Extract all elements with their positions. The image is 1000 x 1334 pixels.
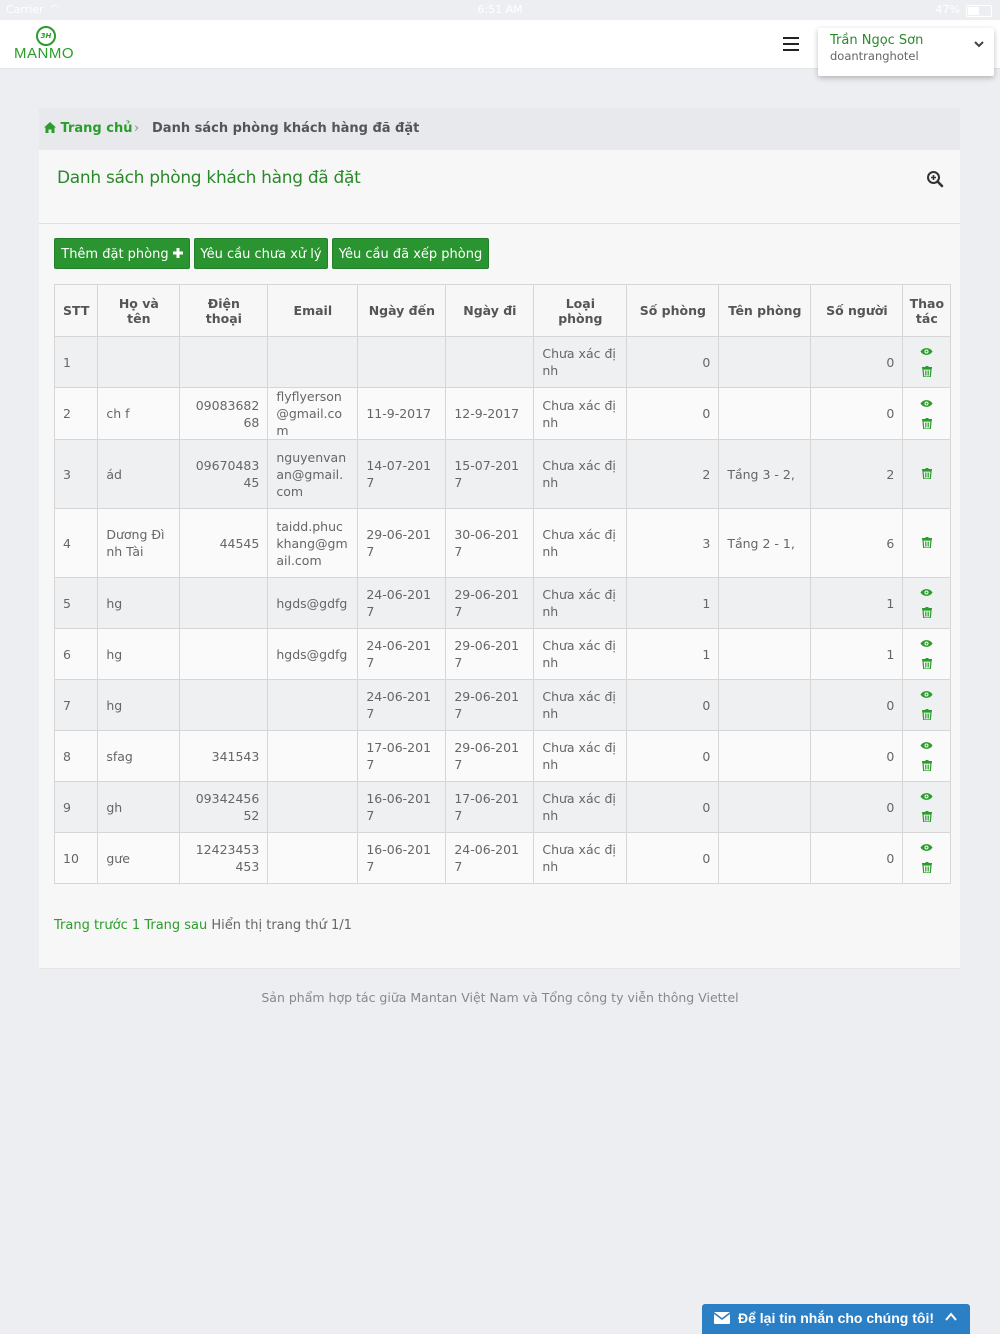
cell-email: [268, 731, 358, 782]
assigned-requests-button[interactable]: Yêu cầu đã xếp phòng: [332, 238, 489, 269]
col-header-phone[interactable]: Điện thoại: [180, 285, 268, 337]
cell-room-count: 0: [627, 833, 719, 884]
cell-room-type: Chưa xác định: [534, 578, 627, 629]
cell-email: [268, 782, 358, 833]
cell-room-count: 0: [627, 731, 719, 782]
cell-leave: 30-06-2017: [446, 509, 534, 578]
cell-actions: [903, 337, 951, 388]
cell-stt: 3: [55, 440, 98, 509]
col-header-leave[interactable]: Ngày đi: [446, 285, 534, 337]
cell-leave: 15-07-2017: [446, 440, 534, 509]
carrier-label: Carrier: [6, 3, 44, 16]
delete-icon[interactable]: [922, 364, 932, 381]
top-navbar: [0, 20, 1000, 69]
cell-room-type: Chưa xác định: [534, 731, 627, 782]
cell-room-name: [719, 578, 811, 629]
cell-room-count: 1: [627, 578, 719, 629]
home-icon: [44, 122, 56, 133]
cell-room-type: Chưa xác định: [534, 388, 627, 440]
col-header-people[interactable]: Số người: [811, 285, 903, 337]
cell-stt: 1: [55, 337, 98, 388]
cell-actions: [903, 680, 951, 731]
cell-leave: 17-06-2017: [446, 782, 534, 833]
view-icon[interactable]: [920, 737, 933, 754]
cell-name: ch f: [98, 388, 180, 440]
pager-page[interactable]: 1: [131, 918, 141, 933]
delete-icon[interactable]: [922, 809, 932, 826]
cell-phone: [180, 337, 268, 388]
cell-stt: 9: [55, 782, 98, 833]
cell-stt: 5: [55, 578, 98, 629]
cell-room-name: [719, 680, 811, 731]
cell-stt: 6: [55, 629, 98, 680]
booking-panel: [39, 150, 960, 969]
delete-icon[interactable]: [922, 656, 932, 673]
plus-icon: [173, 248, 183, 258]
table-header-row: [55, 285, 951, 337]
cell-room-name: [719, 833, 811, 884]
cell-actions: [903, 731, 951, 782]
panel-header: [39, 150, 960, 224]
table-row: [55, 440, 951, 509]
cell-phone: 341543: [180, 731, 268, 782]
delete-icon[interactable]: [922, 535, 932, 552]
cell-arrive: 24-06-2017: [358, 680, 446, 731]
col-header-room-count[interactable]: Số phòng: [627, 285, 719, 337]
cell-stt: 4: [55, 509, 98, 578]
cell-stt: 8: [55, 731, 98, 782]
cell-name: hg: [98, 578, 180, 629]
cell-room-type: Chưa xác định: [534, 509, 627, 578]
delete-icon[interactable]: [922, 860, 932, 877]
cell-phone: [180, 629, 268, 680]
logo-text: MANMO: [14, 45, 74, 62]
logo-mark-icon: 3H: [36, 26, 56, 46]
cell-leave: 29-06-2017: [446, 629, 534, 680]
view-icon[interactable]: [920, 343, 933, 360]
cell-room-count: 1: [627, 629, 719, 680]
cell-people: 1: [811, 578, 903, 629]
cell-room-count: 3: [627, 509, 719, 578]
booking-table: [54, 284, 951, 884]
logo[interactable]: [14, 26, 74, 66]
cell-people: 0: [811, 680, 903, 731]
cell-room-name: [719, 388, 811, 440]
cell-room-count: 0: [627, 388, 719, 440]
cell-email: taidd.phuckhang@gmail.com: [268, 509, 358, 578]
cell-people: 1: [811, 629, 903, 680]
envelope-icon: [714, 1312, 730, 1324]
pager-info: Hiển thị trang thứ 1/1: [211, 918, 352, 933]
cell-actions: [903, 440, 951, 509]
cell-leave: 29-06-2017: [446, 680, 534, 731]
cell-email: flyflyerson@gmail.com: [268, 388, 358, 440]
cell-name: sfag: [98, 731, 180, 782]
table-row: [55, 629, 951, 680]
cell-arrive: 11-9-2017: [358, 388, 446, 440]
cell-room-name: [719, 731, 811, 782]
table-row: [55, 731, 951, 782]
cell-actions: [903, 629, 951, 680]
page-title: Danh sách phòng khách hàng đã đặt: [57, 168, 361, 188]
cell-name: ád: [98, 440, 180, 509]
cell-email: hgds@gdfg: [268, 629, 358, 680]
user-dropdown[interactable]: [818, 28, 994, 76]
table-row: [55, 509, 951, 578]
wifi-icon: ◠: [50, 2, 60, 15]
pagination: [54, 918, 352, 933]
col-header-name[interactable]: Họ và tên: [98, 285, 180, 337]
cell-leave: 29-06-2017: [446, 731, 534, 782]
view-icon[interactable]: [920, 635, 933, 652]
breadcrumb: [39, 108, 960, 150]
cell-actions: [903, 578, 951, 629]
table-row: [55, 337, 951, 388]
cell-phone: [180, 680, 268, 731]
cell-stt: 7: [55, 680, 98, 731]
user-name: Trần Ngọc Sơn: [830, 33, 924, 48]
cell-name: hg: [98, 680, 180, 731]
cell-name: Dương Đình Tài: [98, 509, 180, 578]
cell-actions: [903, 782, 951, 833]
cell-leave: 29-06-2017: [446, 578, 534, 629]
cell-stt: 10: [55, 833, 98, 884]
table-row: [55, 388, 951, 440]
user-hotel: doantranghotel: [830, 49, 919, 63]
cell-phone: 44545: [180, 509, 268, 578]
cell-leave: 24-06-2017: [446, 833, 534, 884]
col-header-room-name[interactable]: Tên phòng: [719, 285, 811, 337]
pager-prev[interactable]: Trang trước: [54, 918, 128, 933]
cell-people: 0: [811, 337, 903, 388]
clock: 6:51 AM: [477, 3, 523, 16]
cell-actions: [903, 388, 951, 440]
breadcrumb-home[interactable]: [44, 121, 132, 136]
breadcrumb-home-label: Trang chủ: [60, 121, 133, 136]
status-bar: [0, 0, 1000, 20]
cell-leave: [446, 337, 534, 388]
cell-room-name: Tầng 3 - 2,: [719, 440, 811, 509]
cell-room-name: Tầng 2 - 1,: [719, 509, 811, 578]
delete-icon[interactable]: [922, 605, 932, 622]
cell-room-name: [719, 629, 811, 680]
delete-icon[interactable]: [922, 466, 932, 483]
view-icon[interactable]: [920, 395, 933, 412]
battery-icon: [966, 5, 992, 17]
search-zoom-icon[interactable]: [926, 170, 944, 188]
table-row: [55, 680, 951, 731]
chat-label: Để lại tin nhắn cho chúng tôi!: [738, 1310, 934, 1326]
cell-room-type: Chưa xác định: [534, 629, 627, 680]
cell-actions: [903, 509, 951, 578]
cell-phone: 0967048345: [180, 440, 268, 509]
chevron-down-icon: [974, 40, 984, 48]
cell-stt: 2: [55, 388, 98, 440]
chat-widget[interactable]: [702, 1304, 970, 1334]
cell-actions: [903, 833, 951, 884]
cell-room-type: Chưa xác định: [534, 833, 627, 884]
table-row: [55, 782, 951, 833]
cell-phone: 0934245652: [180, 782, 268, 833]
view-icon[interactable]: [920, 686, 933, 703]
cell-email: [268, 833, 358, 884]
cell-arrive: 29-06-2017: [358, 509, 446, 578]
cell-name: gh: [98, 782, 180, 833]
cell-phone: 0908368268: [180, 388, 268, 440]
cell-phone: [180, 578, 268, 629]
battery-percent: 47%: [935, 3, 960, 16]
delete-icon[interactable]: [922, 758, 932, 775]
cell-room-type: Chưa xác định: [534, 680, 627, 731]
cell-arrive: 24-06-2017: [358, 629, 446, 680]
table-row: [55, 578, 951, 629]
breadcrumb-separator: ›: [134, 121, 140, 136]
col-header-room-type[interactable]: Loại phòng: [534, 285, 627, 337]
pending-requests-button[interactable]: Yêu cầu chưa xử lý: [194, 238, 328, 269]
table-row: [55, 833, 951, 884]
col-header-arrive[interactable]: Ngày đến: [358, 285, 446, 337]
cell-room-type: Chưa xác định: [534, 782, 627, 833]
chevron-up-icon[interactable]: [944, 1310, 958, 1324]
cell-leave: 12-9-2017: [446, 388, 534, 440]
cell-name: gưe: [98, 833, 180, 884]
col-header-actions: Thao tác: [903, 285, 951, 337]
cell-phone: 12423453453: [180, 833, 268, 884]
cell-name: hg: [98, 629, 180, 680]
delete-icon[interactable]: [922, 707, 932, 724]
col-header-stt[interactable]: STT: [55, 285, 98, 337]
menu-icon[interactable]: [783, 37, 799, 51]
cell-email: nguyenvanan@gmail.com: [268, 440, 358, 509]
view-icon[interactable]: [920, 839, 933, 856]
cell-people: 0: [811, 731, 903, 782]
cell-arrive: 17-06-2017: [358, 731, 446, 782]
cell-room-count: 0: [627, 782, 719, 833]
cell-email: hgds@gdfg: [268, 578, 358, 629]
cell-room-count: 0: [627, 680, 719, 731]
cell-people: 0: [811, 833, 903, 884]
cell-arrive: 14-07-2017: [358, 440, 446, 509]
cell-name: [98, 337, 180, 388]
cell-people: 0: [811, 782, 903, 833]
add-booking-button[interactable]: [54, 238, 190, 269]
cell-arrive: 16-06-2017: [358, 833, 446, 884]
cell-arrive: [358, 337, 446, 388]
cell-people: 0: [811, 388, 903, 440]
cell-arrive: 16-06-2017: [358, 782, 446, 833]
cell-room-name: [719, 782, 811, 833]
view-icon[interactable]: [920, 584, 933, 601]
pager-next[interactable]: Trang sau: [144, 918, 208, 933]
cell-people: 6: [811, 509, 903, 578]
cell-email: [268, 680, 358, 731]
cell-room-count: 0: [627, 337, 719, 388]
cell-email: [268, 337, 358, 388]
delete-icon[interactable]: [922, 416, 932, 433]
footer-text: Sản phẩm hợp tác giữa Mantan Việt Nam và Tổng công ty viễn thông Viettel: [261, 990, 739, 1005]
cell-room-count: 2: [627, 440, 719, 509]
cell-people: 2: [811, 440, 903, 509]
breadcrumb-current: Danh sách phòng khách hàng đã đặt: [152, 121, 420, 136]
cell-arrive: 24-06-2017: [358, 578, 446, 629]
cell-room-type: Chưa xác định: [534, 337, 627, 388]
cell-room-name: [719, 337, 811, 388]
col-header-email[interactable]: Email: [268, 285, 358, 337]
cell-room-type: Chưa xác định: [534, 440, 627, 509]
view-icon[interactable]: [920, 788, 933, 805]
add-booking-label: Thêm đặt phòng: [61, 247, 169, 262]
